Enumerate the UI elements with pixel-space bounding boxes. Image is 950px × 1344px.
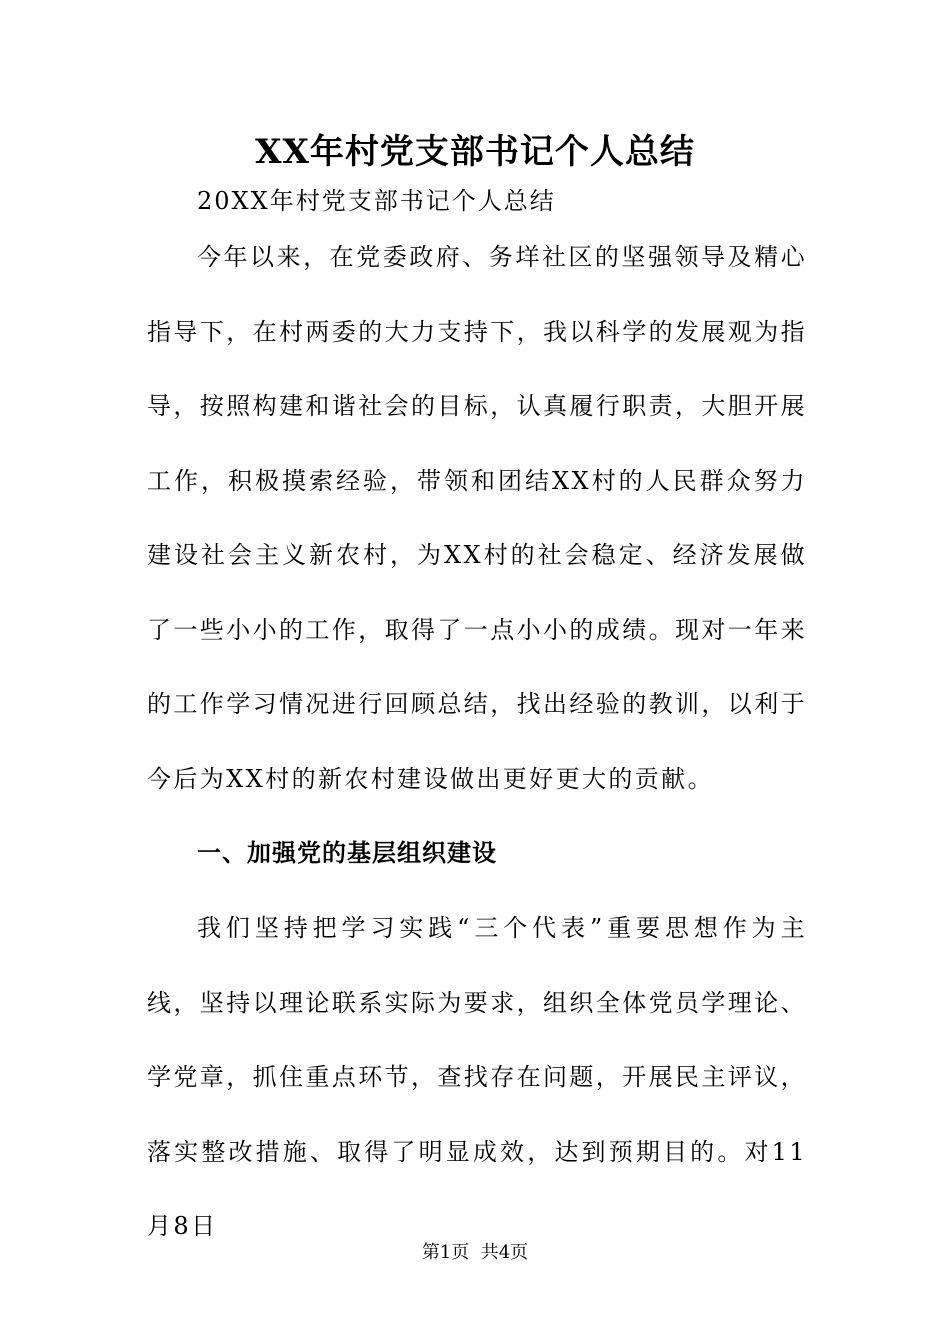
body-paragraph-section-1: 我们坚持把学习实践“三个代表”重要思想作为主线，坚持以理论联系实际为要求，组织全体党员学理论、学党章，抓住重点环节，查找存在问题，开展民主评议，落实整改措施、取得了明显成效，达到预期目的。对11月8日 bbox=[147, 914, 807, 1240]
document-subtitle: 20XX年村党支部书记个人总结 bbox=[197, 187, 556, 215]
section-heading: 一、加强党的基层组织建设 bbox=[197, 839, 497, 867]
body-paragraph-intro: 今年以来，在党委政府、务垟社区的坚强领导及精心指导下，在村两委的大力支持下，我以科学的发展观为指导，按照构建和谐社会的目标，认真履行职责，大胆开展工作，积极摸索经验，带领和团结XX村的人民群众努力建设社会主义新农村，为XX村的社会稳定、经济发展做了一些小小的工作，取得了一点小小的成绩。现对一年来的工作学习情况进行回顾总结，找出经验的教训，以利于今后为XX村的新农村建设做出更好更大的贡献。 bbox=[147, 243, 807, 793]
page-number: 第1页 共4页 bbox=[421, 1242, 529, 1263]
document-title: XX年村党支部书记个人总结 bbox=[255, 132, 695, 172]
